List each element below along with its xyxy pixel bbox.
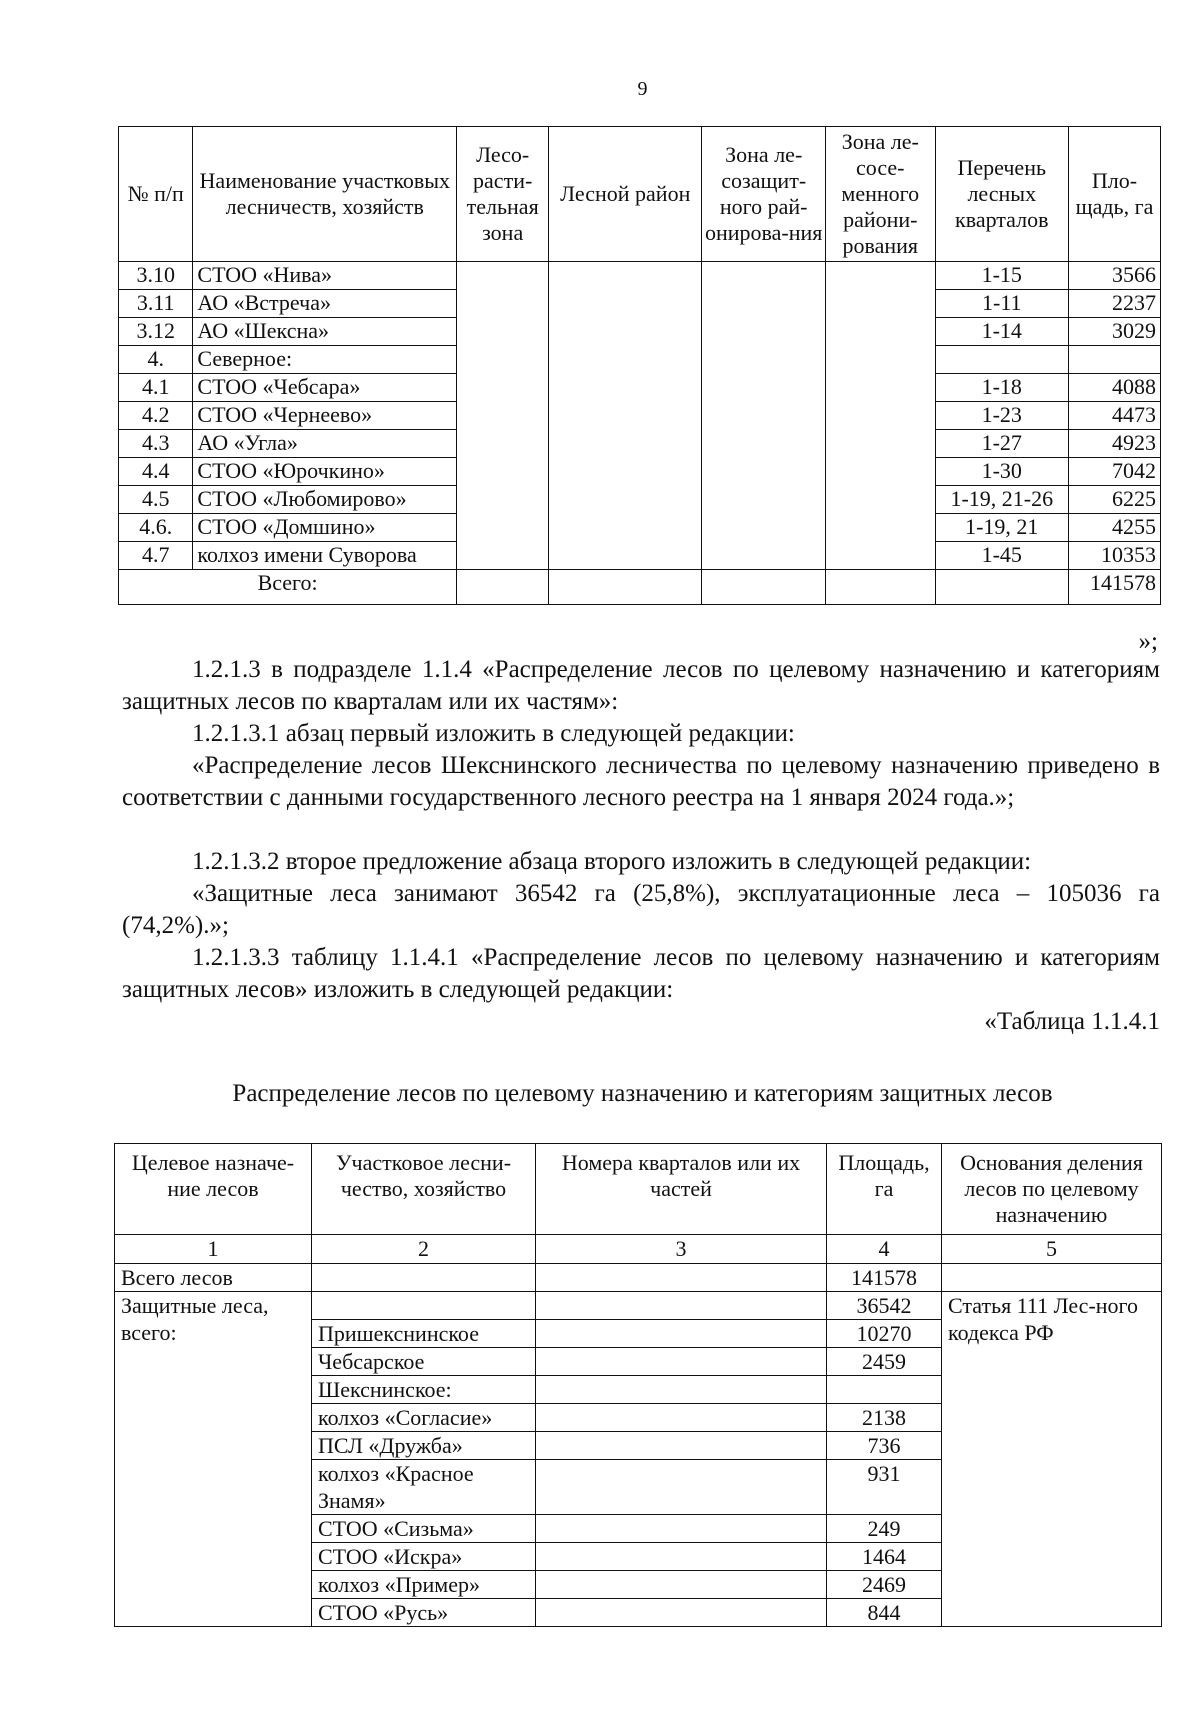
row-quarters: 1-30 — [935, 458, 1069, 486]
row-number: 4. — [119, 346, 193, 374]
row-quarters: 1-19, 21 — [935, 514, 1069, 542]
basis-text: Статья 111 Лес-ного кодекса РФ — [942, 1292, 1162, 1627]
paragraph-1-2-1-3-2: 1.2.1.3.2 второе предложение абзаца второго изложить в следующей редакции: — [192, 848, 1032, 875]
row-number: 3.11 — [119, 290, 193, 318]
paragraph-1-2-1-3-1: 1.2.1.3.1 абзац первый изложить в следующей редакции: — [192, 720, 795, 747]
protective-forests-area: 36542 — [827, 1292, 942, 1320]
row-name: Северное: — [193, 346, 457, 374]
row-area: 2138 — [827, 1404, 942, 1432]
row-number: 3.12 — [119, 318, 193, 346]
row-name: СТОО «Нива» — [193, 262, 457, 290]
quote-end: »; — [1138, 628, 1158, 655]
total-area: 141578 — [1069, 570, 1161, 605]
col-header-quarters: Перечень лесных кварталов — [935, 127, 1069, 262]
row-number: 4.3 — [119, 430, 193, 458]
row-area: 844 — [827, 1599, 942, 1627]
row-area: 249 — [827, 1515, 942, 1543]
col-header-quarters: Номера кварталов или их частей — [536, 1144, 827, 1235]
row-area: 2459 — [827, 1348, 942, 1376]
row-district: колхоз «Согласие» — [312, 1404, 536, 1432]
row-area: 10353 — [1069, 542, 1161, 570]
row-quarters: 1-23 — [935, 402, 1069, 430]
col-header-seed-zone: Зона ле-сосе-менного райони-рования — [826, 127, 935, 262]
row-district: Пришекснинское — [312, 1320, 536, 1348]
row-area — [1069, 346, 1161, 374]
row-quarters: 1-27 — [935, 430, 1069, 458]
row-quarters: 1-11 — [935, 290, 1069, 318]
row-name: АО «Угла» — [193, 430, 457, 458]
row-area — [827, 1376, 942, 1404]
row-area: 931 — [827, 1460, 942, 1515]
total-forests-label: Всего лесов — [115, 1264, 312, 1292]
row-number: 4.2 — [119, 402, 193, 430]
table-row-total-forests — [115, 1264, 1162, 1292]
row-number: 3.10 — [119, 262, 193, 290]
row-number: 4.7 — [119, 542, 193, 570]
row-area: 4255 — [1069, 514, 1161, 542]
row-area: 3029 — [1069, 318, 1161, 346]
row-district: СТОО «Русь» — [312, 1599, 536, 1627]
row-area: 2469 — [827, 1571, 942, 1599]
total-label: Всего: — [119, 570, 457, 605]
row-quarters — [935, 346, 1069, 374]
row-quarters: 1-15 — [935, 262, 1069, 290]
col-number: 2 — [312, 1235, 536, 1264]
row-area: 7042 — [1069, 458, 1161, 486]
table-label: «Таблица 1.1.4.1 — [984, 1008, 1160, 1035]
row-quarters: 1-18 — [935, 374, 1069, 402]
row-area: 1464 — [827, 1543, 942, 1571]
col-header-vegetation-zone: Лесо-расти-тельная зона — [457, 127, 549, 262]
row-area: 6225 — [1069, 486, 1161, 514]
row-name: АО «Шексна» — [193, 318, 457, 346]
table-caption: Распределение лесов по целевому назначению и категориям защитных лесов — [232, 1080, 1053, 1107]
row-name: колхоз имени Суворова — [193, 542, 457, 570]
row-name: СТОО «Домшино» — [193, 514, 457, 542]
row-number: 4.4 — [119, 458, 193, 486]
forest-purpose-table — [114, 1143, 1162, 1627]
table-row — [119, 262, 1161, 290]
col-header-purpose: Целевое назначе-ние лесов — [115, 1144, 312, 1235]
table-header-row — [119, 127, 1161, 262]
protective-forests-label: Защитные леса, всего: — [115, 1292, 312, 1627]
row-district: Шекснинское: — [312, 1376, 536, 1404]
row-area: 4088 — [1069, 374, 1161, 402]
col-number: 1 — [115, 1235, 312, 1264]
row-area: 4923 — [1069, 430, 1161, 458]
table-row-protective — [115, 1292, 1162, 1320]
row-number: 4.6. — [119, 514, 193, 542]
row-district: СТОО «Искра» — [312, 1543, 536, 1571]
col-header-basis: Основания деления лесов по целевому назначению — [942, 1144, 1162, 1235]
col-header-protection-zone: Зона ле-созащит-ного рай-онирова-ния — [702, 127, 826, 262]
paragraph-1-2-1-3: 1.2.1.3 в подразделе 1.1.4 «Распределение лесов по целевому назначению и категориям защитных лесов по кварталам или их частям»: — [122, 656, 1160, 715]
forestry-districts-table — [118, 126, 1161, 605]
column-numbers-row — [115, 1235, 1162, 1264]
col-header-name: Наименование участковых лесничеств, хозяйств — [193, 127, 457, 262]
col-header-area: Пло-щадь, га — [1069, 127, 1161, 262]
paragraph-quote-distribution: «Распределение лесов Шекснинского лесничества по целевому назначению приведено в соответствии с данными государственного лесного реестра на 1 января 2024 года.»; — [122, 752, 1160, 811]
row-area: 3566 — [1069, 262, 1161, 290]
page-number: 9 — [637, 78, 648, 100]
row-number: 4.1 — [119, 374, 193, 402]
col-number: 5 — [942, 1235, 1162, 1264]
row-area: 2237 — [1069, 290, 1161, 318]
col-header-number: № п/п — [119, 127, 193, 262]
row-name: СТОО «Чернеево» — [193, 402, 457, 430]
row-area: 736 — [827, 1432, 942, 1460]
row-district: ПСЛ «Дружба» — [312, 1432, 536, 1460]
col-number: 4 — [827, 1235, 942, 1264]
paragraph-quote-protective: «Защитные леса занимают 36542 га (25,8%), эксплуатационные леса – 105036 га (74,2%).»; — [122, 880, 1160, 939]
col-header-district: Участковое лесни-чество, хозяйство — [312, 1144, 536, 1235]
row-name: СТОО «Чебсара» — [193, 374, 457, 402]
col-number: 3 — [536, 1235, 827, 1264]
col-header-forest-district: Лесной район — [549, 127, 702, 262]
row-name: СТОО «Любомирово» — [193, 486, 457, 514]
row-quarters: 1-45 — [935, 542, 1069, 570]
table-header-row — [115, 1144, 1162, 1235]
paragraph-1-2-1-3-3: 1.2.1.3.3 таблицу 1.1.4.1 «Распределение лесов по целевому назначению и категориям защитных лесов» изложить в следующей редакции: — [122, 944, 1160, 1003]
row-district: Чебсарское — [312, 1348, 536, 1376]
col-header-area: Площадь, га — [827, 1144, 942, 1235]
row-district: колхоз «Красное Знамя» — [312, 1460, 536, 1515]
row-name: АО «Встреча» — [193, 290, 457, 318]
row-name: СТОО «Юрочкино» — [193, 458, 457, 486]
row-area: 4473 — [1069, 402, 1161, 430]
row-number: 4.5 — [119, 486, 193, 514]
row-district: СТОО «Сизьма» — [312, 1515, 536, 1543]
total-forests-area: 141578 — [827, 1264, 942, 1292]
row-area: 10270 — [827, 1320, 942, 1348]
table-total-row — [119, 570, 1161, 605]
row-quarters: 1-19, 21-26 — [935, 486, 1069, 514]
row-district: колхоз «Пример» — [312, 1571, 536, 1599]
row-quarters: 1-14 — [935, 318, 1069, 346]
